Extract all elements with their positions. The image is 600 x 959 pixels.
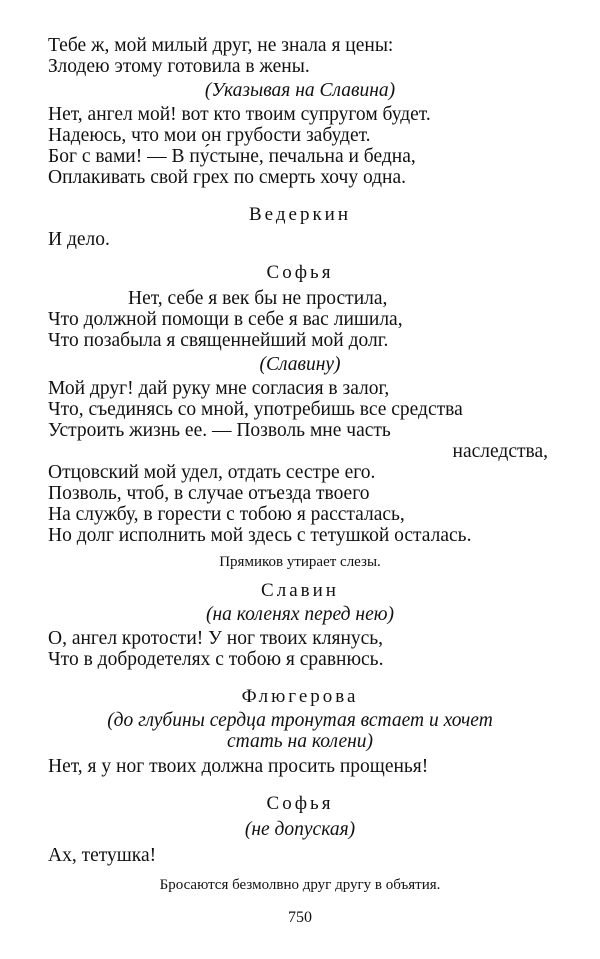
verse-line: Что в добродетелях с тобою я сравнюсь. [48, 649, 384, 670]
speaker-name: Софья [266, 793, 334, 814]
verse-line: Отцовский мой удел, отдать сестре его. [48, 462, 376, 483]
speaker-name: Ведеркин [248, 204, 352, 225]
verse-line: И дело. [48, 229, 110, 250]
verse-line: Что, съединясь со мной, употребишь все средства [48, 399, 463, 420]
verse-line: На службу, в горести с тобою я рассталась, [48, 504, 405, 525]
speaker-name: Флюгерова [241, 686, 359, 707]
stage-direction: Прямиков утирает слезы. [219, 554, 381, 570]
verse-line-continuation: наследства, [452, 441, 548, 462]
stage-direction: (не допуская) [244, 819, 356, 840]
verse-line: Мой друг! дай руку мне согласия в залог, [48, 378, 390, 399]
verse-line: Оплакивать свой грех по смерть хочу одна. [48, 167, 407, 188]
stage-direction: (Славину) [259, 354, 341, 375]
verse-line: Надеюсь, что мои он грубости забудет. [48, 125, 371, 146]
verse-line: О, ангел кротости! У ног твоих клянусь, [48, 628, 384, 649]
verse-line: Устроить жизнь ее. — Позволь мне часть [48, 420, 391, 441]
verse-line: Нет, себе я век бы не простила, [128, 288, 388, 309]
verse-line: Но долг исполнить мой здесь с тетушкой осталась. [48, 525, 472, 546]
verse-line: Нет, я у ног твоих должна просить прощенья! [48, 756, 429, 777]
verse-line: Что позабыла я священнейший мой долг. [48, 330, 389, 351]
stage-direction: стать на колени) [226, 731, 374, 752]
stage-direction: Бросаются безмолвно друг другу в объятия. [159, 877, 441, 893]
stage-direction: (Указывая на Славина) [204, 80, 396, 101]
verse-line: Тебе ж, мой милый друг, не знала я цены: [48, 35, 394, 56]
verse-line: Злодею этому готовила в жены. [48, 56, 310, 77]
stage-direction: (на коленях перед нею) [206, 604, 394, 625]
verse-line: Бог с вами! — В пу́стыне, печальна и бедна, [48, 146, 416, 167]
page-number: 750 [288, 909, 312, 926]
verse-line: Ах, тетушка! [48, 845, 157, 866]
speaker-name: Славин [261, 580, 339, 601]
verse-line: Позволь, чтоб, в случае отъезда твоего [48, 483, 370, 504]
speaker-name: Софья [266, 262, 334, 283]
verse-line: Нет, ангел мой! вот кто твоим супругом будет. [48, 104, 431, 125]
stage-direction: (до глубины сердца тронутая встает и хочет [107, 710, 493, 731]
verse-line: Что должной помощи в себе я вас лишила, [48, 309, 403, 330]
